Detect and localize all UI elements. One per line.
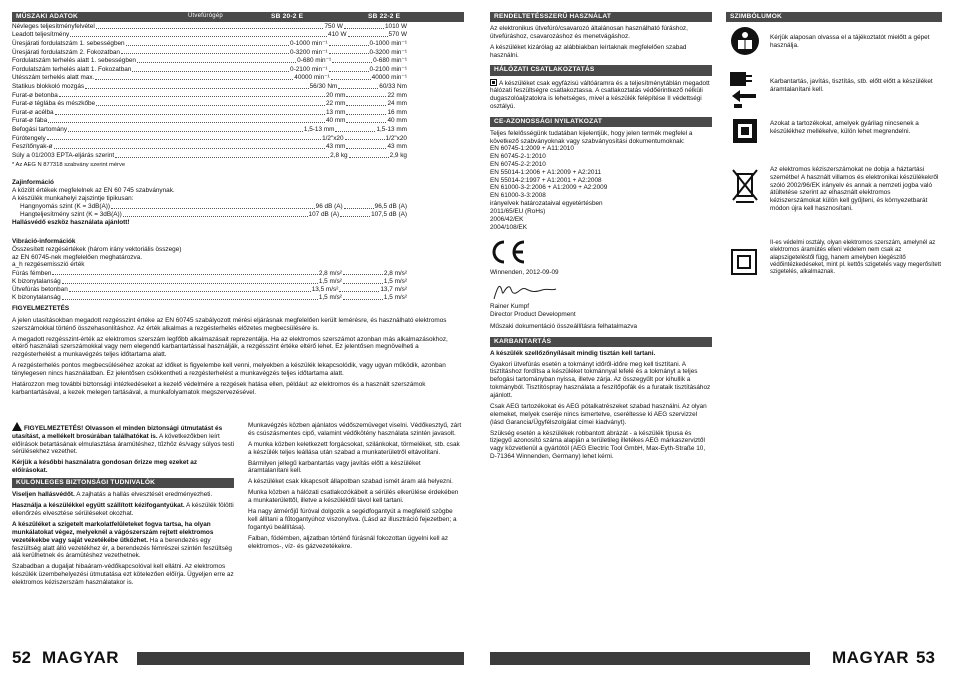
dot-leader [343,299,383,300]
safety-warning-rest: A következőkben leírt előírások betartásának elmulasztása áramütéshez, tűzhöz és/vagy súlyos testi sérülésekhez vezethet. [12,432,234,456]
dot-leader [126,44,289,46]
safety-paragraph: Munkavégzés közben ajánlatos védőszemüveget viselni. Védőkesztyű, zárt és csúszásmentes cipő, valamint védőkötény használata szintén javasolt. [248,422,462,437]
dot-leader [52,274,317,275]
row-label: Névleges teljesítményfelvétel [12,22,95,30]
vibration-title: Vibráció-információk [12,238,76,245]
dot-leader [70,35,327,37]
signature-icon [490,281,712,303]
row-value-1: 0-2100 min⁻¹ [290,65,328,73]
dot-leader [137,61,296,63]
dot-leader [85,87,308,89]
row-label: K bizonytalanság [12,277,61,285]
table-row [12,99,407,108]
table-row [12,294,407,302]
row-value-1: 13 mm [325,108,346,116]
warning-section [12,305,452,400]
row-value-2: 570 W [388,31,407,39]
list-item: EN 60745-2-2:2010 [490,161,546,169]
dot-leader [346,113,386,115]
table-row [12,151,407,160]
mains-paragraph [490,79,712,111]
spec-header-col1: SB 20-2 E [271,13,304,20]
noise-intro-2: A készülék munkahelyi zajszintje tipikusan: [12,194,134,202]
symbol-text: Azokat a tartozékokat, amelyek gyárilag nincsenek a készülékhez mellékelve, külön lehet megrendelni. [770,120,919,135]
row-value-1: 43 mm [325,143,346,151]
noise-title: Zajinformáció [12,179,54,186]
safety-column [12,422,234,590]
dot-leader [349,156,389,158]
row-value-1: 107 dB (A) [308,211,340,218]
mains-text: A készüléket csak egyfázisú váltóáramra és a teljesítménytáblán megadott hálózati feszültségre csatlakoztassa. A csatlakoztatás védőérintkező nélküli dugaszolóaljzatokra is lehetséges, mivel a készülék felépítése II védettségi osztályú. [490,79,710,110]
row-value-1: 1,5 m/s² [318,294,342,302]
symbols-column [726,12,942,276]
table-row [12,142,407,151]
row-value-1: 40000 min⁻¹ [294,74,330,82]
table-row [12,108,407,117]
spec-header [12,12,464,22]
row-label: Furat-ø acélba [12,108,54,116]
vibration-intro-2: az EN 60745-nek megfelelően meghatározva. [12,253,143,261]
row-value-2: 1,5 m/s² [383,277,407,285]
intended-use-header: RENDELTETÉSSZERŰ HASZNÁLAT [490,12,712,22]
dot-leader [68,130,303,132]
safety-paragraph: A készüléket csak kikapcsolt állapotban szabad ismét áram alá helyezni. [248,478,453,486]
read-manual-icon [730,26,760,59]
maintenance-p4: Szükség esetén a készülékek robbantott ábrázát - a készülék típusa és tizjegyű azonosító száma alapján a területileg illetékes AEG márkaszerviztől vagy közvetlenül a gyártótól (AEG Electric Tool GmbH, Max-Eyth-Straße 10, D-71364 Winnenden, Germany) lehet kérni. [490,429,706,460]
warning-paragraph: A megadott rezgésszint-érték az elektromos szerszám legfőbb alkalmazásait reprezentálja. Ha az elektromos szerszámot azonban más alkalmazásokhoz, eltérő használati szerszámokkal vagy nem elegendő karbantartással használják, a rezgésszint értéke eltérő lehet. Ez jelentősen megnövelheti a rezgésterhelést a munkavégzés teljes időtartama alatt. [12,335,448,359]
table-row [12,134,407,143]
dot-leader [335,130,375,132]
row-value-2: 0-1000 min⁻¹ [369,39,407,47]
row-value-1: 96 dB (A) [315,202,343,210]
table-row [12,22,407,31]
row-value-2: 24 mm [387,100,407,108]
table-row [12,117,407,126]
row-label: Üresjárati fordulatszám 2. Fokozatban [12,48,120,56]
row-value-2: 1010 W [384,22,407,30]
row-value-1: 22 mm [325,100,346,108]
spec-header-col2: SB 22-2 E [368,13,401,20]
maintenance-header: KARBANTARTÁS [490,337,712,347]
row-value-1: 750 W [324,22,343,30]
row-value-2: 40 mm [387,117,407,125]
row-value-2: 0-2100 min⁻¹ [369,65,407,73]
table-row [12,56,407,65]
row-label: Fúrás fémben [12,269,52,277]
dot-leader [54,147,325,149]
row-label: Hangteljesítmény szint (K = 3dB(A)) [20,211,122,218]
special-item-text: Ha a berendezés egy feszültség alatt álló vezetékhez ér, a berendezés fémrészei szintén feszültség alá kerülhetnek és áramütéshez vezethetnek. [12,536,232,560]
table-row [12,286,407,294]
symbol-text: Kérjük alaposan olvassa el a tájékoztatót mielőtt a gépet használja. [770,34,930,49]
intended-use-p1: Az elektronikus ütvefúró/csavarozó általánosan használható fúráshoz, ütvefúráshoz, csavarozáshoz és menetvágáshoz. [490,25,688,40]
safety-paragraph: A munka közben keletkezett forgácsokat, szilánkokat, törmeléket, stb. csak a készülék teljes leállása után szabad a munkaterületről eltávolítani. [248,440,460,456]
safety-paragraph: Ha nagy átmérőjű fúróval dolgozik a segédfogantyút a megfelelő szögbe kell állítani a fűtogantyúhoz viszonyítva. (Lásd az illusztráció fejezetben; a fogantyú beállítása). [248,508,457,531]
spec-table [12,22,407,160]
warning-paragraph: A rezgésterhelés pontos megbecsüléséhez azokat az időket is figyelembe kell venni, melyekben a készülék lekapcsolódik, vagy ugyan működik, azonban ténylegesen nincs használatban. Ez jelentősen csökkentheti a rezgésterhelést a munkavégzés teljes időtartama alatt. [12,362,446,378]
noise-rows [12,202,407,218]
maintenance-p1: A készülék szellőzőnyílásait mindig tisztán kell tartani. [490,349,656,357]
safety-warning [12,422,234,456]
warning-triangle-icon [12,422,22,431]
dot-leader [329,44,369,46]
row-label: K bizonytalanság [12,294,61,302]
dot-leader [132,70,289,72]
safety-paragraph: Munka közben a hálózati csatlakozókábelt a sérülés elkerülése érdekében a munkaterülettől, illetve a készüléktől távol kell tartani. [248,489,459,505]
dot-leader [48,121,325,123]
dot-leader [344,208,374,209]
table-row [12,277,407,285]
row-label: Üresjárati fordulatszám 1. sebességben [12,39,125,47]
dot-leader [331,78,371,80]
row-value-1: 13,5 m/s² [311,286,339,293]
safety-keep: Kérjük a későbbi használatra gondosan őrizze meg ezeket az előírásokat. [12,459,198,475]
table-row [12,31,407,40]
spec-note: * Az AEG N 877318 szabvány szerint mérve [12,162,126,168]
dot-leader [346,121,386,123]
special-item [12,491,234,499]
row-value-2: 0-3200 min⁻¹ [369,48,407,56]
dot-leader [346,95,386,97]
list-item: EN 60745-2-1:2010 [490,153,546,161]
row-label: Ütvefúrás betonban [12,286,68,293]
row-label: Ütésszám terhelés alatt max. [12,74,95,82]
unplug-icon [728,70,762,113]
row-value-1: 0-680 min⁻¹ [297,57,332,65]
warning-paragraph: Határozzon meg további biztonsági intézkedéseket a kezelő védelmére a rezgések hatása ellen, például: az elektromos és a használt szerszámok karbantartásával, a kezek melegen tartásával, a munkafolyamatok megszervezésével. [12,381,426,396]
row-label: Fordulatszám terhelés alatt 1. Fokozatban [12,65,132,73]
special-safety-header: KÜLÖNLEGES BIZTONSÁGI TUDNIVALÓK [12,478,234,488]
footer-bar [137,652,464,665]
row-value-2: 2,8 m/s² [383,269,407,277]
row-value-2: 1/2"x20 [385,134,407,142]
row-label: Statikus blokkoló mozgás [12,82,85,90]
safety-column-2 [248,422,462,554]
maintenance-p2: Gyakori ütvefúrás esetén a tokmányt időről-időre meg kell tisztítani. A tisztításhoz fordítsa a készüléket tokmánnyal lefelé és a tokmányt a teljes befogási tartományban nyissa, illetve zárja. Az összegyűlt por kihullik a tokmányból. Tisztítóspray használata a feszítőpofák és a furataik tisztításához ajánlott. [490,360,711,399]
row-value-2: 1,5-13 mm [376,125,407,133]
ce-name: Rainer Kumpf [490,303,530,311]
special-item: Szabadban a dugaljat hibaáram-védőkapcsolóval kell ellátni. Az elektromos készülék üzembehelyezési útmutatása ezt kötelezően előírja. Ügyeljen erre az elektromos kéziszerszám használatakor is. [12,563,234,586]
row-value-2: 13,7 m/s² [380,286,407,293]
noise-section [12,179,407,227]
maintenance-p3: Csak AEG tartozékokat és AEG pótalkatrészeket szabad használni. Az olyan elemeket, melyek cseréje nincs ismertetve, cseréltesse ki AEG szervizzel (lásd Garancia/Ügyfélszolgálat címei kiadványt). [490,402,707,426]
row-label: Furat-ø betonba [12,91,58,99]
list-item: EN 61000-3-3:2008 [490,192,546,200]
table-row [20,211,407,219]
symbol-text: Karbantartás, javítás, tisztítás, stb. előtt előtt a készüléket áramtalanítani kell. [770,78,933,93]
accessory-icon [730,116,760,149]
row-label: Furat-ø téglába és mészkőbe [12,100,96,108]
mains-header: HÁLÓZATI CSATLAKOZTATÁS [490,65,712,75]
dot-leader [62,299,318,300]
dot-leader [345,138,385,140]
special-item-bold: Viseljen hallásvédőt. [12,491,75,499]
list-item: 2006/42/EK [490,215,524,223]
row-value-1: 0-3200 min⁻¹ [290,48,328,56]
special-item-bold: A készüléket a szigetelt markolatfelületeket fogva tartsa, ha olyan munkálatokat végez, melyeknél a vágószerszám rejtett elektromos vezetékekbe vagy saját vezetékébe ütközhet. [12,521,214,544]
safety-paragraph: Bármilyen jellegű karbantartás vagy javítás előtt a készüléket áramtalanítani kell. [248,459,421,475]
row-value-2: 107,5 dB (A) [371,211,407,218]
row-label: Feszítőnyak-ø [12,143,53,151]
list-item: EN 55014-1:2006 + A1:2009 + A2:2011 [490,168,602,176]
dot-leader [343,283,383,284]
vibration-section [12,238,407,302]
row-value-2: 43 mm [387,143,407,151]
dot-leader [329,70,369,72]
left-page [12,12,464,668]
noise-warning: Hallásvédő eszköz használata ajánlott! [12,218,130,226]
row-value-1: 0-1000 min⁻¹ [290,39,328,47]
left-footer [12,648,464,668]
vibration-intro-1: Összesített rezgésértékek (három irány vektoriális összege) [12,245,182,253]
symbols-header: SZIMBÓLUMOK [726,12,942,22]
table-row [12,65,407,74]
list-item: irányelvek határozataival egyetértésben [490,200,603,208]
list-item: 2004/108/EK [490,223,527,231]
safety-paragraph: Falban, födémben, aljzatban történő fúrásnál fokozottan ügyelni kell az elektromos-, víz- és gázvezetékekre. [248,534,449,550]
vibration-intro-3: a_h rezgésemisszió érték [12,261,85,269]
dot-leader [55,113,325,115]
row-value-1: 1,5-13 mm [303,125,335,133]
right-page [490,12,942,668]
dot-leader [96,27,324,29]
row-value-2: 40000 min⁻¹ [371,74,407,82]
special-item [12,502,234,518]
special-item-text: A zajhatás a hallás elvesztését eredményezheti. [74,491,213,499]
ce-role: Director Product Development [490,310,576,318]
intended-use-p2: A készüléket kizárólag az alábbiakban leírtaknak megfelelően szabad használni. [490,43,687,59]
row-value-1: 1/2"x20 [322,134,344,142]
dot-leader [338,87,378,89]
special-item [12,521,234,560]
row-value-1: 56/30 Nm [309,82,338,90]
dot-leader [339,291,379,292]
dot-leader [329,52,369,54]
dot-leader [115,156,329,158]
dot-leader [344,27,384,29]
dot-leader [121,52,289,54]
list-item: EN 55014-2:1997 + A1:2001 + A2:2008 [490,176,602,184]
row-value-1: 410 W [328,31,347,39]
row-value-2: 96,5 dB (A) [374,202,407,210]
ce-intro: Teljes felelősségünk tudatában kijelentjük, hogy jelen termék megfelel a következő szabványoknak vagy szabványosítási dokumentumoknak: [490,129,693,145]
dot-leader [96,104,325,106]
page-language: MAGYAR [42,648,119,667]
symbol-text: Az elektromos kéziszerszámokat ne dobja a háztartási szemétbe! A használt villamos és elektronikai készülékekről szóló 2002/96/EK irányelv és annak a nemzeti jogba való átültetése szerint az elhasznált elektromos kéziszerszámokat külön kell gyűjteni, és környezetbarát módon újra kell hasznosítani. [770,166,939,213]
table-row [12,74,407,83]
vibration-rows [12,269,407,302]
dot-leader [343,274,383,275]
dot-leader [47,138,321,140]
row-value-2: 1,5 m/s² [383,294,407,302]
row-label: Súly a 01/2003 EPTA-eljárás szerint [12,151,115,159]
right-footer [490,648,942,668]
row-value-1: 1,5 m/s² [318,277,342,285]
row-value-1: 20 mm [325,91,346,99]
list-item: EN 61000-3-2:2006 + A1:2009 + A2:2009 [490,184,608,192]
row-value-2: 60/33 Nm [379,82,407,90]
ce-standards-list [490,145,712,231]
page-number: 52 [12,648,31,667]
list-item: EN 60745-1:2009 + A11:2010 [490,145,574,153]
special-item-bold: Használja a készülékkel együtt szállított kézifogantyúkat. [12,502,185,510]
row-label: Befogási tartomány [12,125,68,133]
special-item-text: A készülék fölötti ellenőrzés elvesztése sérüléseket okozhat. [12,502,234,518]
right-column-1 [490,12,712,464]
row-value-2: 22 mm [387,91,407,99]
noise-intro-1: A közölt értékek megfelelnek az EN 60 745 szabványnak. [12,186,175,194]
footer-bar [490,652,810,665]
warning-title: FIGYELMEZTETÉS [12,305,70,312]
row-value-2: 2,9 kg [389,151,407,159]
class-ii-icon [730,248,758,279]
list-item: 2011/65/EU (RoHs) [490,207,546,215]
spec-header-product: Ütvefúrógép [188,13,223,19]
page-number: 53 [916,648,935,667]
ce-doc: Műszaki dokumentáció összeállításra felhatalmazva [490,322,638,330]
dot-leader [95,78,293,80]
dot-leader [340,216,370,217]
table-row [20,202,407,210]
table-row [12,82,407,91]
ce-place-date: Winnenden, 2012-09-09 [490,269,559,277]
table-row [12,125,407,134]
symbol-text: II-es védelmi osztály, olyan elektromos szerszám, amelynél az elektromos áramütés elleni védelem nem csak az alapszigeteléstől függ, hanem amelyben kiegészítő védőintézkedéseket, mint pl. kettős szigetelés vagy megerősített szigetelés, alkalmaznak. [770,240,942,276]
dot-leader [346,104,386,106]
dot-leader [346,147,386,149]
row-label: Furat-ø fába [12,117,48,125]
dot-leader [348,35,388,37]
row-value-1: 2,8 m/s² [318,269,342,277]
page-language: MAGYAR [832,648,909,667]
dot-leader [123,216,308,217]
row-label: Fúrótengely [12,134,46,142]
dot-leader [69,291,311,292]
spec-header-title: MŰSZAKI ADATOK [16,13,79,20]
dot-leader [332,61,372,63]
row-value-1: 2,8 kg [330,151,348,159]
row-label: Fordulatszám terhelés alatt 1. sebességben [12,57,136,65]
table-row [12,39,407,48]
dot-leader [111,208,315,209]
safety-warning-bold: FIGYELMEZTETÉS! Olvasson el minden biztonsági útmutatást és utasítást, a mellékelt brosúrában találhatókat is. [12,425,223,440]
row-label: Leadott teljesítmény [12,31,70,39]
ce-header: CE-AZONOSSÁGI NYILATKOZAT [490,117,712,127]
row-value-2: 16 mm [387,108,407,116]
table-row [12,91,407,100]
table-row [12,269,407,277]
row-value-2: 0-680 min⁻¹ [373,57,407,65]
ce-mark-icon [490,239,712,265]
warning-paragraph: A jelen utasításokban megadott rezgésszint értéke az EN 60745 szabályozott mérési eljárásnak megfelelően került lemérésre, és használható elektromos szerszámokkal történő összehasonlításhoz. Az érték alkalmas a rezgésterhelés előzetes megbecsülésére is. [12,316,447,332]
table-row [12,48,407,57]
dot-leader [59,95,325,97]
class-ii-small-icon [490,79,497,86]
row-label: Hangnyomás szint (K = 3dB(A)) [20,202,111,210]
weee-bin-icon [730,168,760,207]
row-value-1: 40 mm [325,117,346,125]
dot-leader [62,283,318,284]
